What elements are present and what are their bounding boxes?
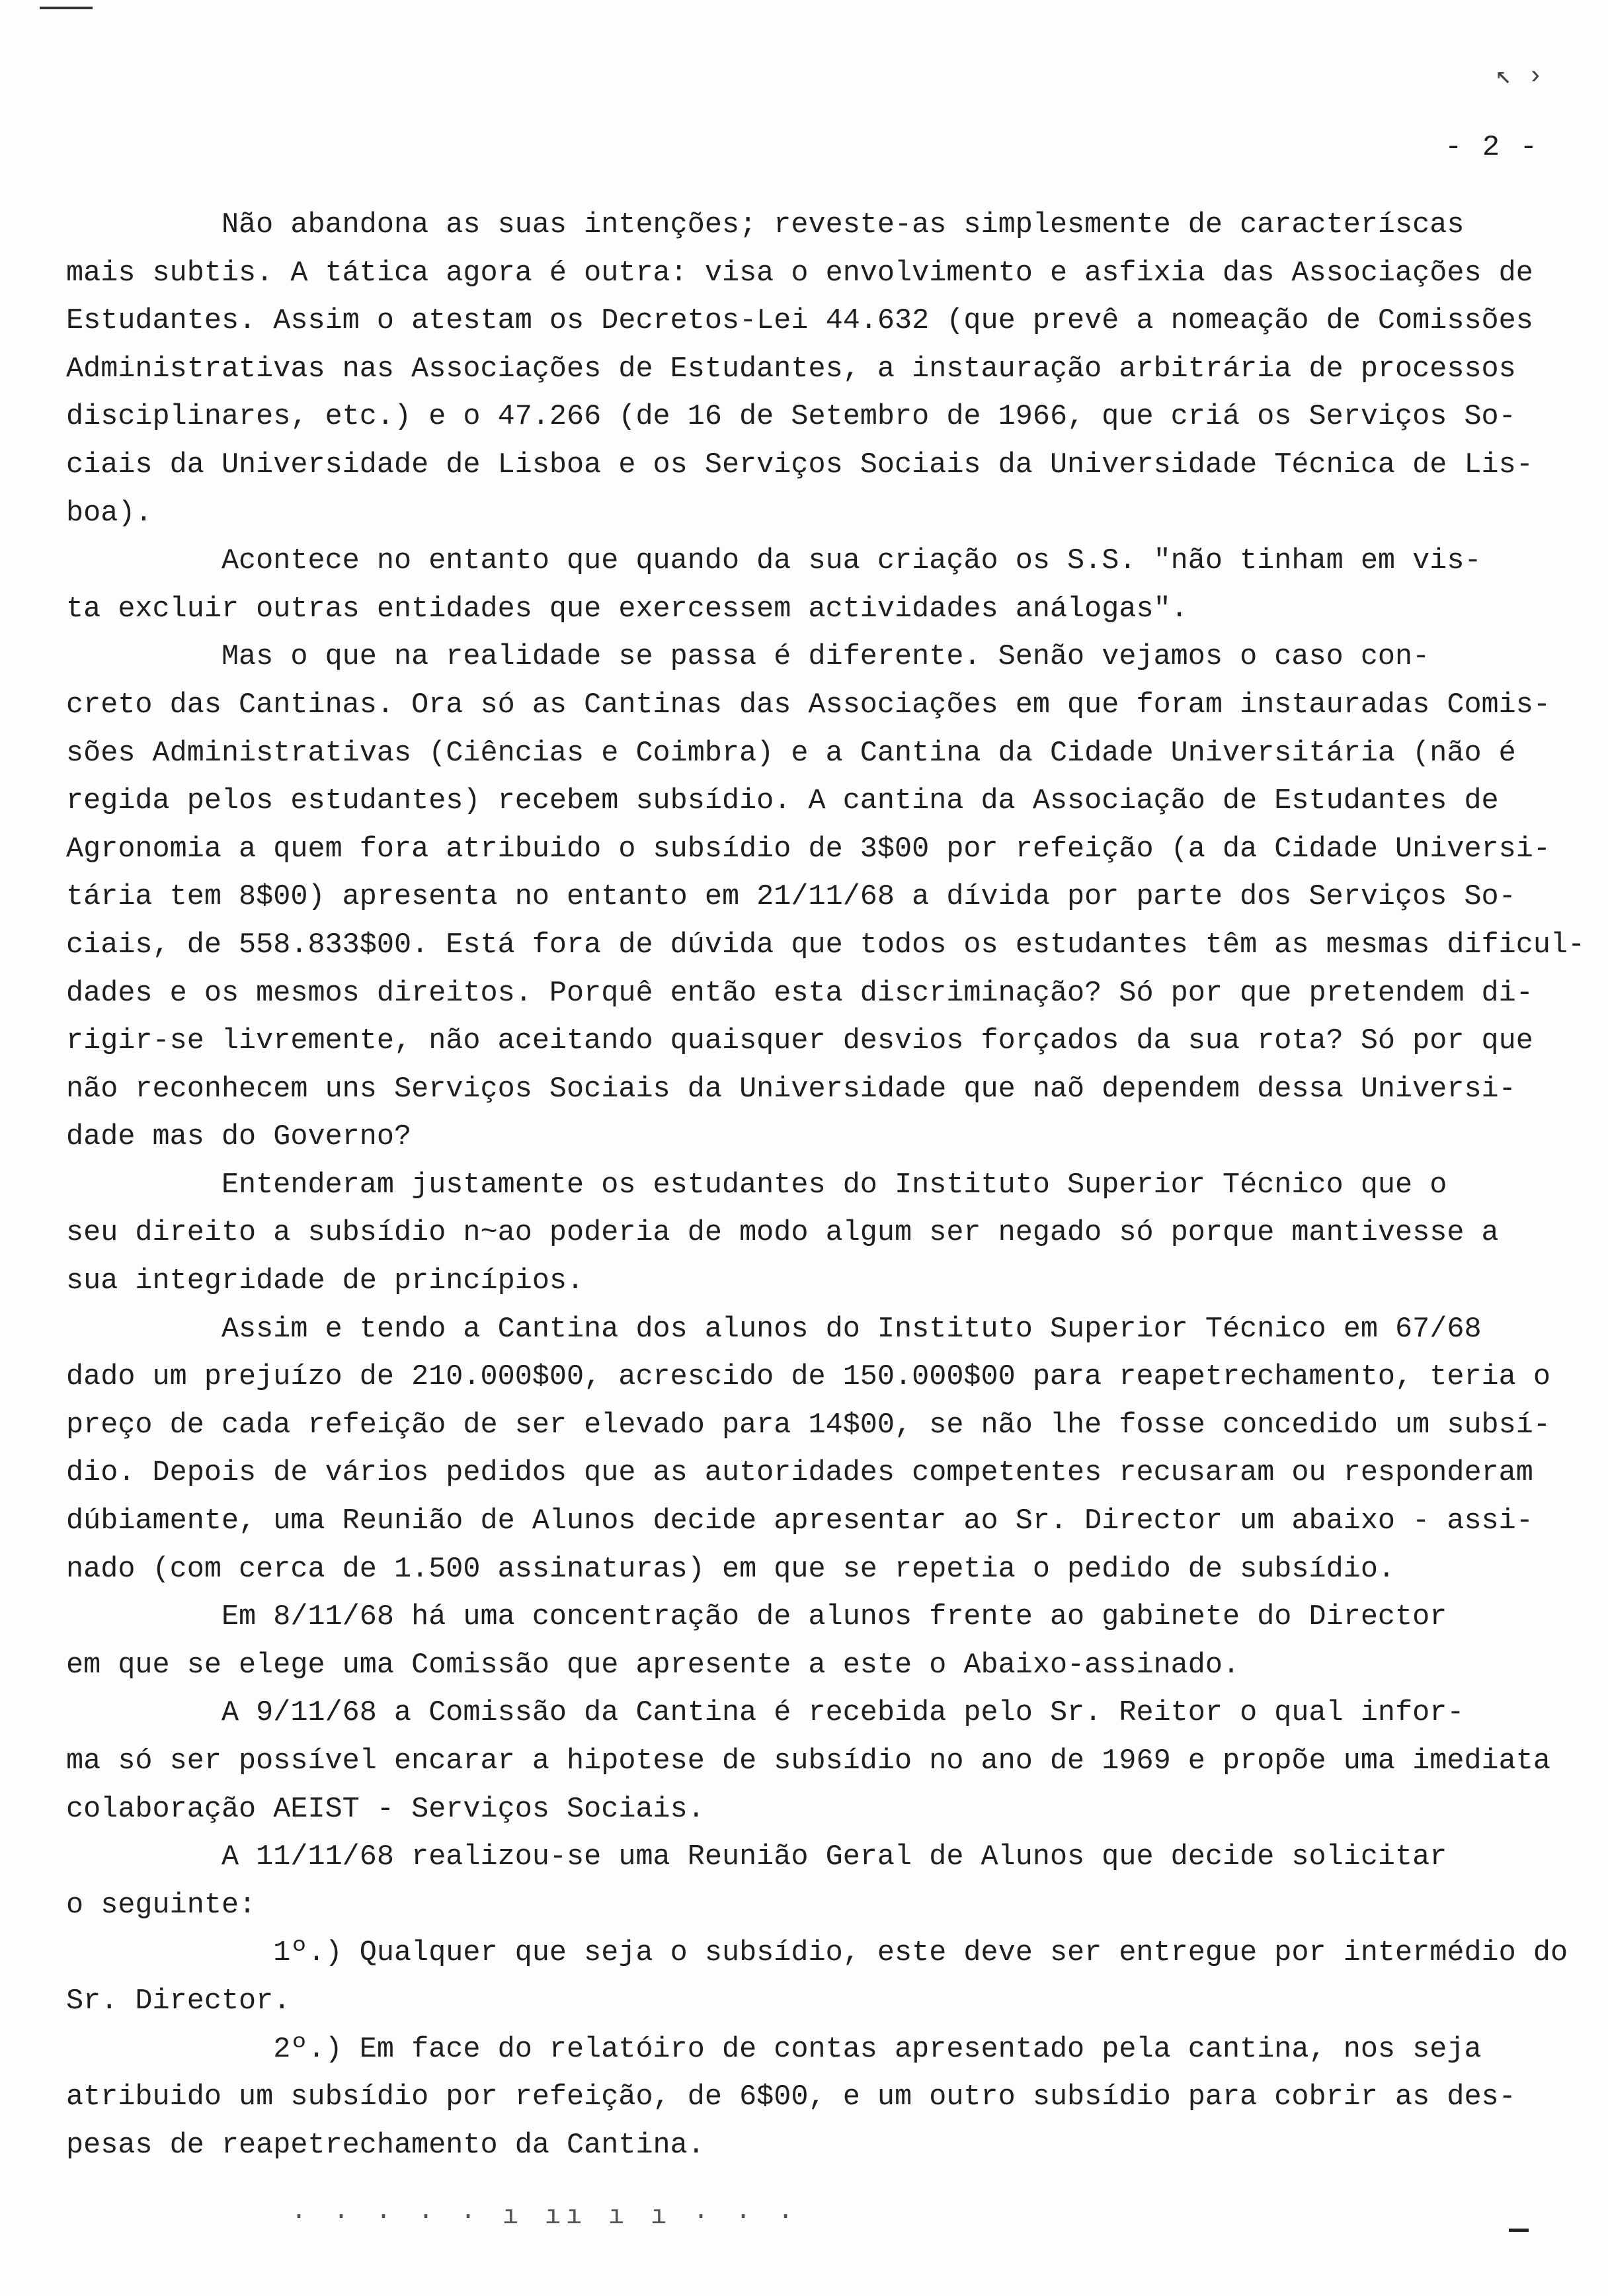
text-line: Não abandona as suas intenções; reveste-as simplesmente de caracteríscas bbox=[66, 209, 1465, 241]
text-line: sua integridade de princípios. bbox=[66, 1265, 584, 1298]
text-line: 1º.) Qualquer que seja o subsídio, este deve ser entregue por intermédio do bbox=[66, 1937, 1568, 1970]
text-line: colaboração AEIST - Serviços Sociais. bbox=[66, 1793, 705, 1826]
text-line: ma só ser possível encarar a hipotese de subsídio no ano de 1969 e propõe uma imediata bbox=[66, 1745, 1550, 1778]
text-line: Sr. Director. bbox=[66, 1985, 291, 2018]
text-line: sões Administrativas (Ciências e Coimbra) e a Cantina da Cidade Universitária (não é bbox=[66, 737, 1516, 770]
text-line: rigir-se livremente, não aceitando quaisquer desvios forçados da sua rota? Só por que bbox=[66, 1025, 1533, 1058]
text-line: Estudantes. Assim o atestam os Decretos-Lei 44.632 (que prevê a nomeação de Comissões bbox=[66, 305, 1533, 338]
text-line: dades e os mesmos direitos. Porquê então esta discriminação? Só por que pretendem di- bbox=[66, 977, 1533, 1010]
text-line: dade mas do Governo? bbox=[66, 1121, 412, 1154]
corner-line bbox=[40, 7, 93, 9]
text-line: disciplinares, etc.) e o 47.266 (de 16 de Setembro de 1966, que criá os Serviços So- bbox=[66, 401, 1516, 434]
text-line: dio. Depois de vários pedidos que as autoridades competentes recusaram ou responderam bbox=[66, 1457, 1533, 1490]
text-line: A 11/11/68 realizou-se uma Reunião Geral de Alunos que decide solicitar bbox=[66, 1841, 1447, 1874]
text-line: Assim e tendo a Cantina dos alunos do Instituto Superior Técnico em 67/68 bbox=[66, 1313, 1482, 1346]
page-number: - 2 - bbox=[1444, 131, 1539, 164]
margin-scribble: ↖ › bbox=[1495, 62, 1543, 92]
text-line: ciais da Universidade de Lisboa e os Serviços Sociais da Universidade Técnica de Lis- bbox=[66, 448, 1533, 481]
text-line: em que se elege uma Comissão que apresente a este o Abaixo-assinado. bbox=[66, 1649, 1240, 1682]
text-line: Em 8/11/68 há uma concentração de alunos frente ao gabinete do Director bbox=[66, 1601, 1447, 1634]
text-line: atribuido um subsídio por refeição, de 6$00, e um outro subsídio para cobrir as des- bbox=[66, 2081, 1516, 2114]
text-line: A 9/11/68 a Comissão da Cantina é recebida pelo Sr. Reitor o qual infor- bbox=[66, 1697, 1465, 1730]
text-line: Agronomia a quem fora atribuido o subsídio de 3$00 por refeição (a da Cidade Universi- bbox=[66, 833, 1550, 866]
text-line: seu direito a subsídio n~ao poderia de modo algum ser negado só porque mantivesse a bbox=[66, 1217, 1499, 1250]
text-line: 2º.) Em face do relatóiro de contas apresentado pela cantina, nos seja bbox=[66, 2033, 1482, 2066]
footer-dash bbox=[1509, 2229, 1529, 2232]
footer-marks: · · · · · ı ıı ı ı · · · bbox=[291, 2202, 799, 2232]
text-line: Administrativas nas Associações de Estudantes, a instauração arbitrária de processos bbox=[66, 352, 1516, 386]
text-line: dado um prejuízo de 210.000$00, acrescido de 150.000$00 para reapetrechamento, teria o bbox=[66, 1361, 1550, 1394]
text-line: tária tem 8$00) apresenta no entanto em 21/11/68 a dívida por parte dos Serviços So- bbox=[66, 881, 1516, 914]
text-line: Mas o que na realidade se passa é diferente. Senão vejamos o caso con- bbox=[66, 641, 1430, 674]
text-line: boa). bbox=[66, 497, 153, 530]
text-line: Acontece no entanto que quando da sua criação os S.S. "não tinham em vis- bbox=[66, 545, 1482, 578]
document-body bbox=[66, 202, 1586, 2170]
text-line: ciais, de 558.833$00. Está fora de dúvida que todos os estudantes têm as mesmas dificul- bbox=[66, 928, 1586, 962]
text-line: nado (com cerca de 1.500 assinaturas) em que se repetia o pedido de subsídio. bbox=[66, 1553, 1396, 1586]
text-line: preço de cada refeição de ser elevado para 14$00, se não lhe fosse concedido um subsí- bbox=[66, 1409, 1550, 1442]
text-line: mais subtis. A tática agora é outra: visa o envolvimento e asfixia das Associações de bbox=[66, 257, 1533, 290]
text-line: regida pelos estudantes) recebem subsídio. A cantina da Associação de Estudantes de bbox=[66, 785, 1499, 818]
text-line: não reconhecem uns Serviços Sociais da Universidade que naõ dependem dessa Universi- bbox=[66, 1073, 1516, 1106]
text-line: o seguinte: bbox=[66, 1889, 257, 1922]
text-line: creto das Cantinas. Ora só as Cantinas das Associações em que foram instauradas Comis- bbox=[66, 688, 1550, 721]
text-line: dúbiamente, uma Reunião de Alunos decide apresentar ao Sr. Director um abaixo - assi- bbox=[66, 1505, 1533, 1538]
text-line: Entenderam justamente os estudantes do Instituto Superior Técnico que o bbox=[66, 1168, 1447, 1202]
text-line: pesas de reapetrechamento da Cantina. bbox=[66, 2129, 705, 2162]
text-line: ta excluir outras entidades que exercessem actividades análogas". bbox=[66, 593, 1188, 626]
